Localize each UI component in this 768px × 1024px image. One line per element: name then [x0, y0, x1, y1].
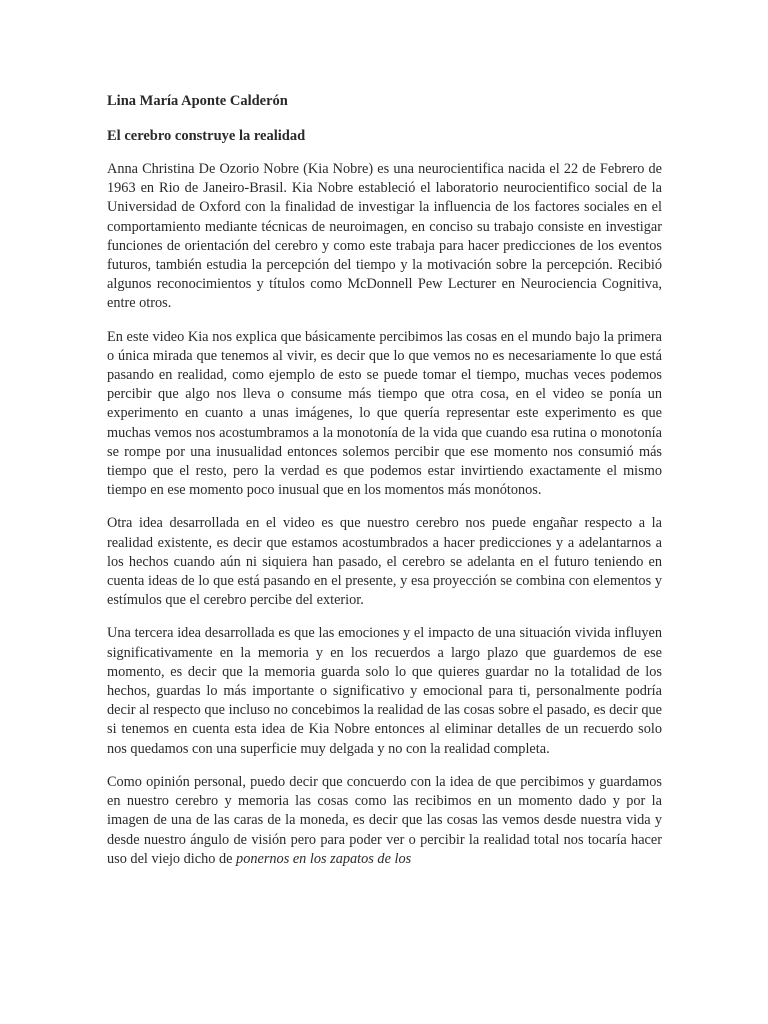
author-name: Lina María Aponte Calderón: [107, 93, 288, 109]
paragraph-5-text: Como opinión personal, puedo decir que concuerdo con la idea de que percibimos y guardamos en nuestro cerebro y memoria las cosas como las recibimos en un momento dado y por la imagen de una de las caras de la moneda, es decir que las cosas las vemos desde nuestra vida y desde nuestro ángulo de visión pero para poder ver o percibir la realidad total nos tocaría hacer uso del viejo dicho de: [107, 773, 662, 867]
paragraph-5-italic: ponernos en los zapatos de los: [236, 850, 412, 867]
paragraph-4: Una tercera idea desarrollada es que las emociones y el impacto de una situación vivida influyen significativamente en la memoria y en los recuerdos a largo plazo que guardemos de ese momento, es decir que la memoria guarda solo lo que quieres guardar no la totalidad de los hechos, guardas lo más importante o significativo y emocional para ti, personalmente podría decir al respecto que incluso no concebimos la realidad de las cosas sobre el pasado, es decir que si tenemos en cuenta esta idea de Kia Nobre entonces al eliminar detalles de un recuerdo solo nos quedamos con una superficie muy delgada y no con la realidad completa.: [107, 625, 662, 757]
paragraph-5: [107, 773, 662, 869]
paragraph-3: Otra idea desarrollada en el video es que nuestro cerebro nos puede engañar respecto a la realidad existente, es decir que estamos acostumbrados a hacer predicciones y a adelantarnos a los hechos cuando aún ni siquiera han pasado, el cerebro se adelanta en el futuro teniendo en cuenta ideas de lo que está pasando en el presente, y esa proyección se combina con elementos y estímulos que el cerebro percibe del exterior.: [107, 515, 662, 609]
paragraph-1: Anna Christina De Ozorio Nobre (Kia Nobre) es una neurocientifica nacida el 22 de Febrero de 1963 en Rio de Janeiro-Brasil. Kia Nobre estableció el laboratorio neurocientifico social de la Universidad de Oxford con la finalidad de investigar la influencia de los factores sociales en el comportamiento mediante técnicas de neuroimagen, en conciso su trabajo consiste en investigar funciones de orientación del cerebro y como este trabaja para hacer predicciones de los eventos futuros, también estudia la percepción del tiempo y la motivación sobre la percepción. Recibió algunos reconocimientos y títulos como McDonnell Pew Lecturer en Neurociencia Cognitiva, entre otros.: [107, 161, 662, 312]
paragraph-2: En este video Kia nos explica que básicamente percibimos las cosas en el mundo bajo la primera o única mirada que tenemos al vivir, es decir que lo que vemos no es necesariamente lo que está pasando en realidad, como ejemplo de esto se puede tomar el tiempo, muchas veces podemos percibir que algo nos lleva o consume más tiempo que otra cosa, en el video se ponía un experimento en cuanto a unas imágenes, lo que quería representar este experimento es que muchas vemos nos acostumbramos a la monotonía de la vida que cuando esa rutina o monotonía se rompe por una inusualidad entonces solemos percibir que ese momento nos consumió más tiempo que el resto, pero la verdad es que podemos estar invirtiendo exactamente el mismo tiempo en ese momento poco inusual que en los momentos más monótonos.: [107, 328, 662, 499]
document-title: El cerebro construye la realidad: [107, 128, 306, 144]
